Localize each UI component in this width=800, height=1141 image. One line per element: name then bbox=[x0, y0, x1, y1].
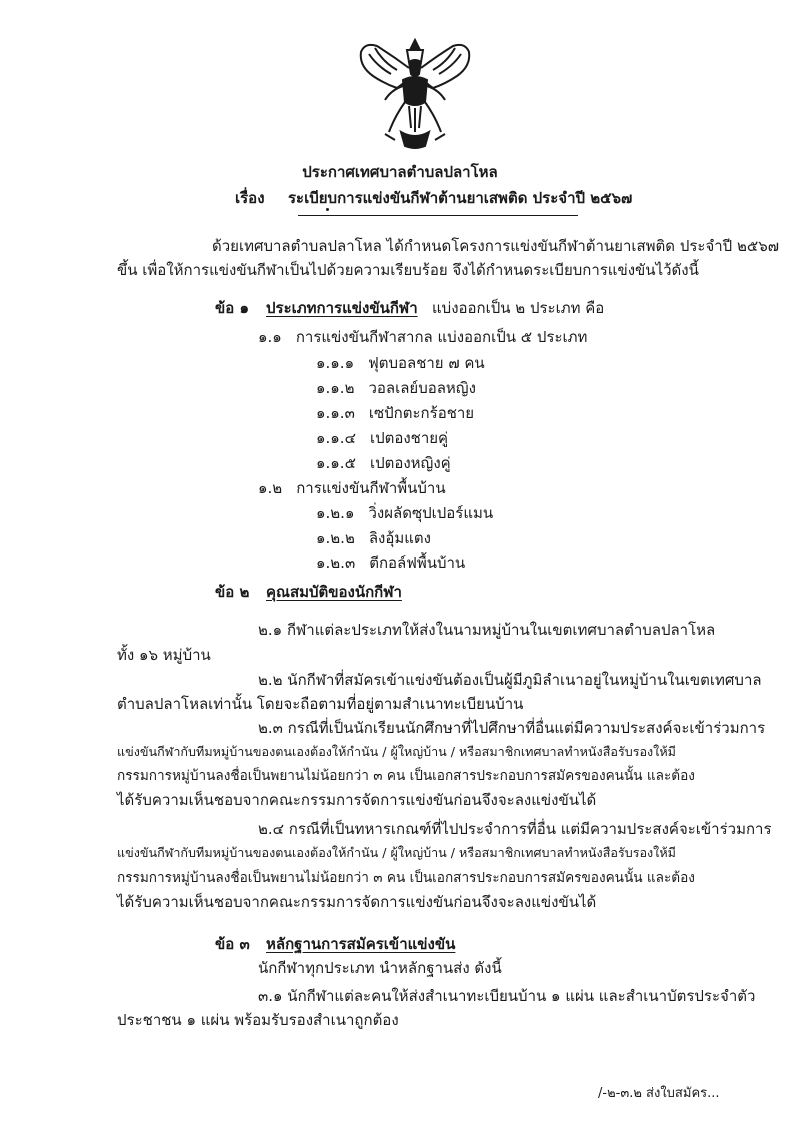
section3-heading: หลักฐานการสมัครเข้าแข่งขัน bbox=[266, 935, 456, 953]
section2-line: แข่งขันกีฬากับทีมหมู่บ้านของตนเองต้องให้กำนัน / ผู้ใหญ่บ้าน / หรือสมาชิกเทศบาลทำหนังสือรับรองให้มี bbox=[117, 744, 676, 759]
section2-label: ข้อ ๒ bbox=[215, 583, 250, 601]
sub-1-2-text: การแข่งขันกีฬาพื้นบ้าน bbox=[296, 479, 446, 497]
section2-line: ทั้ง ๑๖ หมู่บ้าน bbox=[117, 646, 211, 664]
title-divider bbox=[298, 215, 578, 216]
section1-note: แบ่งออกเป็น ๒ ประเภท คือ bbox=[432, 299, 605, 317]
section3-line: นักกีฬาทุกประเภท นำหลักฐานส่ง ดังนี้ bbox=[258, 959, 502, 977]
list-item bbox=[316, 426, 448, 450]
section2-heading: คุณสมบัติของนักกีฬา bbox=[266, 583, 402, 601]
section2-line: ตำบลปลาโหลเท่านั้น โดยจะถือตามที่อยู่ตามสำเนาทะเบียนบ้าน bbox=[117, 695, 524, 713]
list-item bbox=[316, 551, 465, 575]
list-item-num: ๑.๑.๕ bbox=[316, 454, 356, 472]
section2-line: กรรมการหมู่บ้านลงชื่อเป็นพยานไม่น้อยกว่า ๓ คน เป็นเอกสารประกอบการสมัครของคนนั้น และต้อง bbox=[117, 768, 695, 784]
list-item-text: ฟุตบอลชาย ๗ คน bbox=[368, 354, 485, 372]
list-item-text: วิ่งผลัดซุปเปอร์แมน bbox=[368, 504, 494, 522]
list-item-num: ๑.๑.๔ bbox=[316, 429, 356, 447]
list-item-num: ๑.๑.๓ bbox=[316, 404, 355, 422]
list-item-text: เปตองหญิงคู่ bbox=[369, 454, 451, 472]
sub-1-2 bbox=[258, 476, 446, 500]
section2-line: ๒.๓ กรณีที่เป็นนักเรียนนักศึกษาที่ไปศึกษาที่อื่นแต่มีความประสงค์จะเข้าร่วมการ bbox=[258, 719, 766, 737]
list-item-num: ๑.๒.๑ bbox=[316, 504, 355, 522]
list-item-text: ลิงอุ้มแตง bbox=[368, 529, 431, 547]
list-item-num: ๑.๒.๒ bbox=[316, 529, 355, 547]
list-item-num: ๑.๑.๒ bbox=[316, 379, 355, 397]
sub-1-2-num: ๑.๒ bbox=[258, 479, 283, 497]
scan-dot bbox=[326, 208, 329, 211]
list-item-text: ตีกอล์ฟพื้นบ้าน bbox=[369, 554, 466, 572]
list-item bbox=[316, 501, 493, 525]
list-item bbox=[316, 351, 485, 375]
section3-line: ๓.๑ นักกีฬาแต่ละคนให้ส่งสำเนาทะเบียนบ้าน ๑ แผ่น และสำเนาบัตรประจำตัว bbox=[258, 987, 756, 1005]
section2-line: กรรมการหมู่บ้านลงชื่อเป็นพยานไม่น้อยกว่า ๓ คน เป็นเอกสารประกอบการสมัครของคนนั้น และต้อง bbox=[117, 870, 695, 886]
list-item-text: เซปักตะกร้อชาย bbox=[368, 404, 475, 422]
sub-1-1-text: การแข่งขันกีฬาสากล แบ่งออกเป็น ๕ ประเภท bbox=[295, 328, 588, 346]
section2-line: ๒.๒ นักกีฬาที่สมัครเข้าแข่งขันต้องเป็นผู้มีภูมิลำเนาอยู่ในหมู่บ้านในเขตเทศบาล bbox=[258, 671, 762, 689]
list-item-text: เปตองชายคู่ bbox=[369, 429, 449, 447]
page-continuation: /-๒-๓.๒ ส่งใบสมัคร... bbox=[598, 1086, 720, 1101]
sub-1-1-num: ๑.๑ bbox=[258, 328, 282, 346]
sub-1-1 bbox=[258, 325, 587, 349]
list-item-text: วอลเลย์บอลหญิง bbox=[368, 379, 476, 397]
section1-heading: ประเภทการแข่งขันกีฬา bbox=[266, 299, 418, 317]
section3-line: ประชาชน ๑ แผ่น พร้อมรับรองสำเนาถูกต้อง bbox=[117, 1011, 399, 1029]
intro-line-2: ขึ้น เพื่อให้การแข่งขันกีฬาเป็นไปด้วยความเรียบร้อย จึงได้กำหนดระเบียบการแข่งขันไว้ดังนี้ bbox=[117, 261, 699, 279]
section2-line: ได้รับความเห็นชอบจากคณะกรรมการจัดการแข่งขันก่อนจึงจะลงแข่งขันได้ bbox=[117, 791, 597, 809]
list-item bbox=[316, 526, 431, 550]
list-item bbox=[316, 376, 476, 400]
section1-label: ข้อ ๑ bbox=[215, 299, 250, 317]
list-item-num: ๑.๑.๑ bbox=[316, 354, 355, 372]
intro-line-1: ด้วยเทศบาลตำบลปลาโหล ได้กำหนดโครงการแข่งขันกีฬาต้านยาเสพติด ประจำปี ๒๕๖๗ bbox=[212, 237, 779, 255]
section2-line: ๒.๔ กรณีที่เป็นทหารเกณฑ์ที่ไปประจำการที่อื่น แต่มีความประสงค์จะเข้าร่วมการ bbox=[258, 820, 772, 838]
section2-line: ๒.๑ กีฬาแต่ละประเภทให้ส่งในนามหมู่บ้านในเขตเทศบาลตำบลปลาโหล bbox=[258, 621, 716, 639]
section2-line: แข่งขันกีฬากับทีมหมู่บ้านของตนเองต้องให้กำนัน / ผู้ใหญ่บ้าน / หรือสมาชิกเทศบาลทำหนังสือรับรองให้มี bbox=[117, 845, 676, 860]
list-item bbox=[316, 451, 451, 475]
garuda-emblem-icon bbox=[355, 36, 475, 154]
document-title: ประกาศเทศบาลตำบลปลาโหล bbox=[302, 163, 498, 181]
section2-line: ได้รับความเห็นชอบจากคณะกรรมการจัดการแข่งขันก่อนจึงจะลงแข่งขันได้ bbox=[117, 893, 597, 911]
list-item-num: ๑.๒.๓ bbox=[316, 554, 356, 572]
subject-label: เรื่อง bbox=[235, 189, 265, 207]
list-item bbox=[316, 401, 474, 425]
subject-text: ระเบียบการแข่งขันกีฬาต้านยาเสพติด ประจำปี ๒๕๖๗ bbox=[288, 189, 633, 207]
section3-label: ข้อ ๓ bbox=[215, 935, 250, 953]
